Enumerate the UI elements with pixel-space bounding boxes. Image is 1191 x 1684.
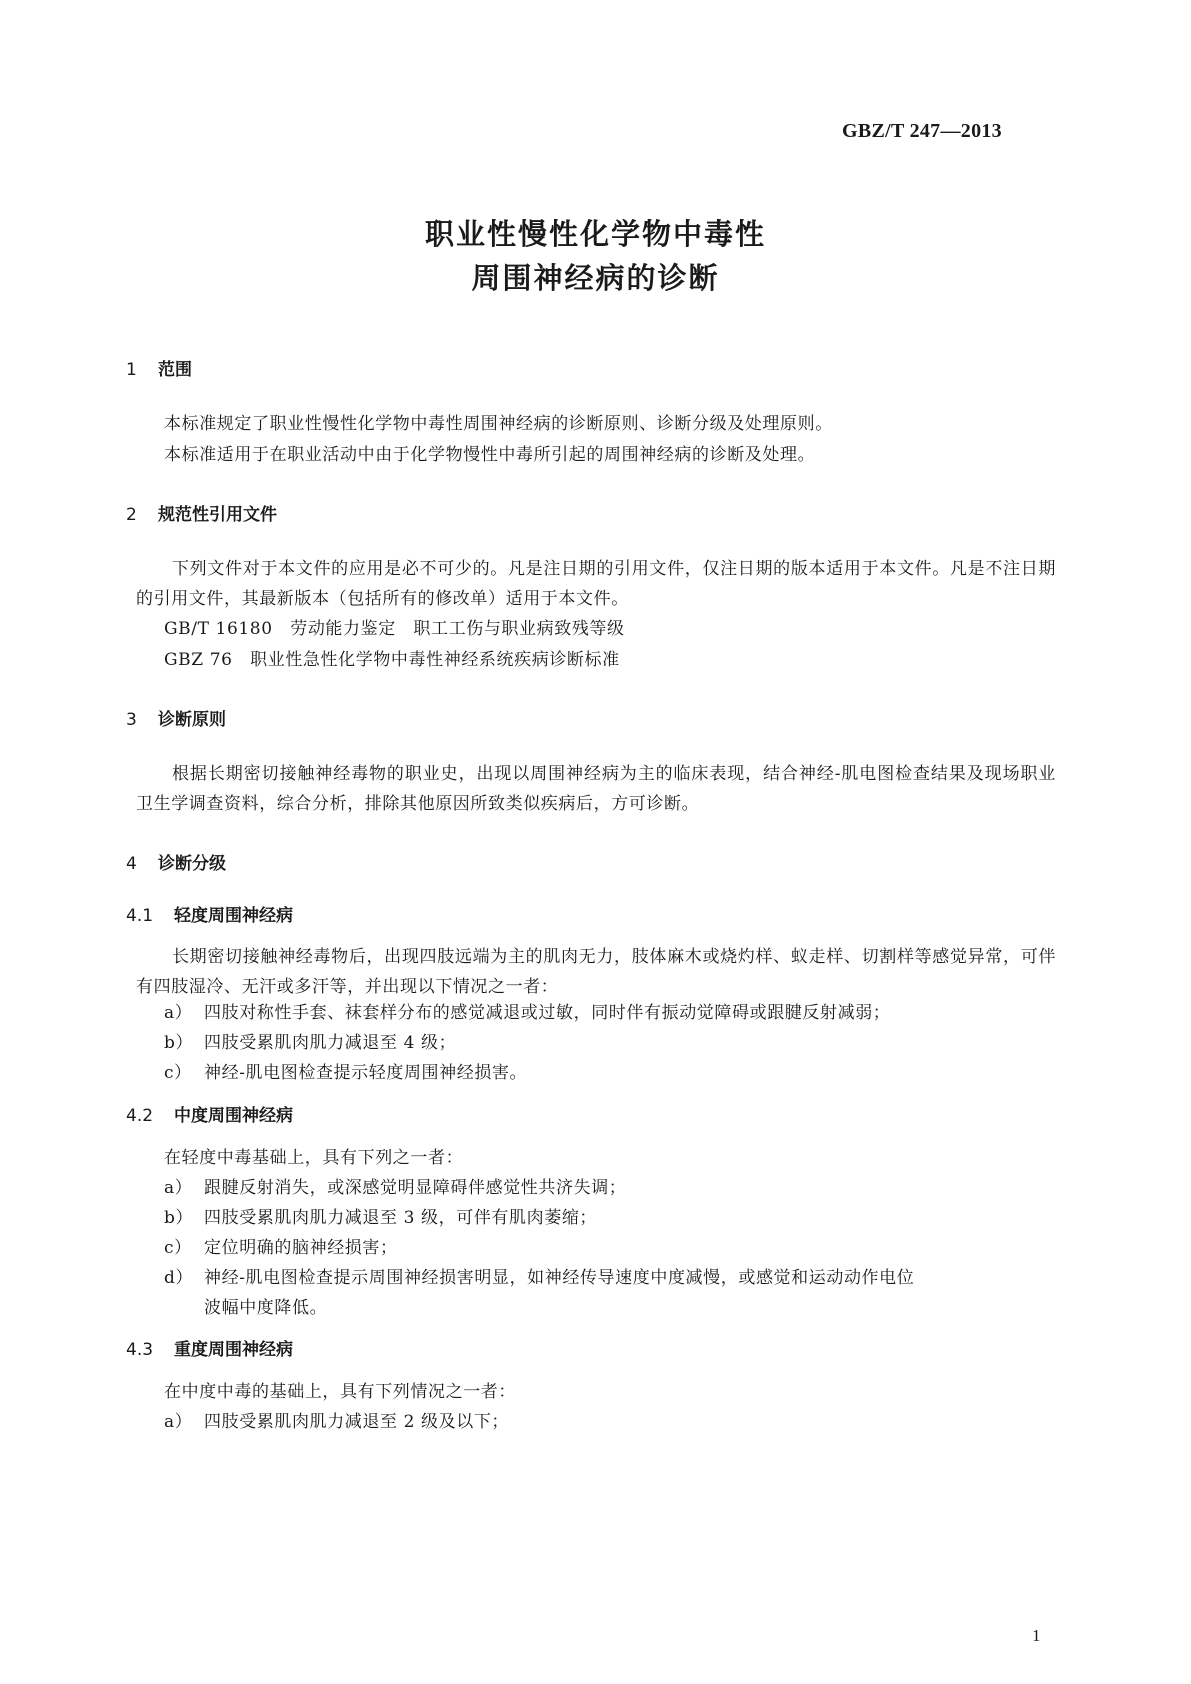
section-number: 4 [126, 854, 137, 874]
section-title: 规范性引用文件 [158, 505, 277, 525]
subsection-number: 4.3 [126, 1340, 154, 1360]
reference-item: GBZ 76 职业性急性化学物中毒性神经系统疾病诊断标准 [164, 650, 620, 670]
list-item [164, 998, 890, 1023]
paragraph: 下列文件对于本文件的应用是必不可少的。凡是注日期的引用文件，仅注日期的版本适用于本文件。凡是不注日期的引用文件，其最新版本（包括所有的修改单）适用于本文件。 [136, 559, 1056, 609]
section-1-heading [126, 355, 192, 380]
subsection-4-1-heading [126, 901, 293, 926]
paragraph: 在中度中毒的基础上，具有下列情况之一者： [164, 1382, 516, 1402]
section-number: 3 [126, 710, 137, 730]
list-marker: c） [164, 1238, 192, 1258]
list-marker: a） [164, 1412, 193, 1432]
list-item [164, 1028, 456, 1053]
section-title: 诊断原则 [158, 710, 226, 730]
list-marker: b） [164, 1033, 194, 1053]
paragraph: 在轻度中毒基础上，具有下列之一者： [164, 1148, 464, 1168]
list-marker: a） [164, 1178, 193, 1198]
document-title-line-1: 职业性慢性化学物中毒性 [424, 217, 766, 251]
subsection-title: 重度周围神经病 [174, 1340, 293, 1360]
section-title: 范围 [158, 360, 192, 380]
paragraph: 本标准规定了职业性慢性化学物中毒性周围神经病的诊断原则、诊断分级及处理原则。 [164, 414, 833, 434]
list-item [164, 1407, 509, 1432]
section-2-heading [126, 500, 277, 525]
section-3-heading [126, 705, 226, 730]
subsection-number: 4.2 [126, 1106, 154, 1126]
paragraph: 根据长期密切接触神经毒物的职业史，出现以周围神经病为主的临床表现，结合神经-肌电图检查结果及现场职业卫生学调查资料，综合分析，排除其他原因所致类似疾病后，方可诊断。 [136, 764, 1056, 814]
list-item [164, 1263, 914, 1288]
section-number: 1 [126, 360, 137, 380]
list-item [164, 1203, 597, 1228]
paragraph: 长期密切接触神经毒物后，出现四肢远端为主的肌肉无力，肢体麻木或烧灼样、蚁走样、切割样等感觉异常，可伴有四肢湿冷、无汗或多汗等，并出现以下情况之一者： [136, 947, 1056, 997]
list-item-text: 神经-肌电图检查提示轻度周围神经损害。 [204, 1063, 528, 1083]
section-title: 诊断分级 [158, 854, 226, 874]
page-number: 1 [1032, 1626, 1041, 1645]
subsection-number: 4.1 [126, 906, 154, 926]
subsection-title: 中度周围神经病 [174, 1106, 293, 1126]
list-item [164, 1173, 626, 1198]
section-number: 2 [126, 505, 137, 525]
reference-item: GB/T 16180 劳动能力鉴定 职工工伤与职业病致残等级 [164, 619, 625, 639]
standard-code: GBZ/T 247—2013 [842, 120, 1002, 142]
list-item-text: 四肢对称性手套、袜套样分布的感觉减退或过敏，同时伴有振动觉障碍或跟腱反射减弱； [204, 1003, 891, 1023]
list-item-text: 四肢受累肌肉肌力减退至 4 级； [204, 1033, 457, 1053]
subsection-title: 轻度周围神经病 [174, 906, 293, 926]
list-marker: c） [164, 1063, 192, 1083]
list-marker: d） [164, 1268, 194, 1288]
list-item-continuation: 波幅中度降低。 [204, 1298, 328, 1318]
list-marker: b） [164, 1208, 194, 1228]
paragraph: 本标准适用于在职业活动中由于化学物慢性中毒所引起的周围神经病的诊断及处理。 [164, 445, 816, 465]
subsection-4-3-heading [126, 1335, 293, 1360]
list-marker: a） [164, 1003, 193, 1023]
list-item [164, 1058, 527, 1083]
subsection-4-2-heading [126, 1101, 293, 1126]
list-item-text: 神经-肌电图检查提示周围神经损害明显，如神经传导速度中度减慢，或感觉和运动动作电位 [204, 1268, 915, 1288]
list-item [164, 1233, 398, 1258]
list-item-text: 跟腱反射消失，或深感觉明显障碍伴感觉性共济失调； [204, 1178, 627, 1198]
list-item-text: 定位明确的脑神经损害； [204, 1238, 398, 1258]
document-title-line-2: 周围神经病的诊断 [471, 261, 720, 295]
list-item-text: 四肢受累肌肉肌力减退至 2 级及以下； [204, 1412, 510, 1432]
list-item-text: 四肢受累肌肉肌力减退至 3 级，可伴有肌肉萎缩； [204, 1208, 598, 1228]
section-4-heading [126, 849, 226, 874]
